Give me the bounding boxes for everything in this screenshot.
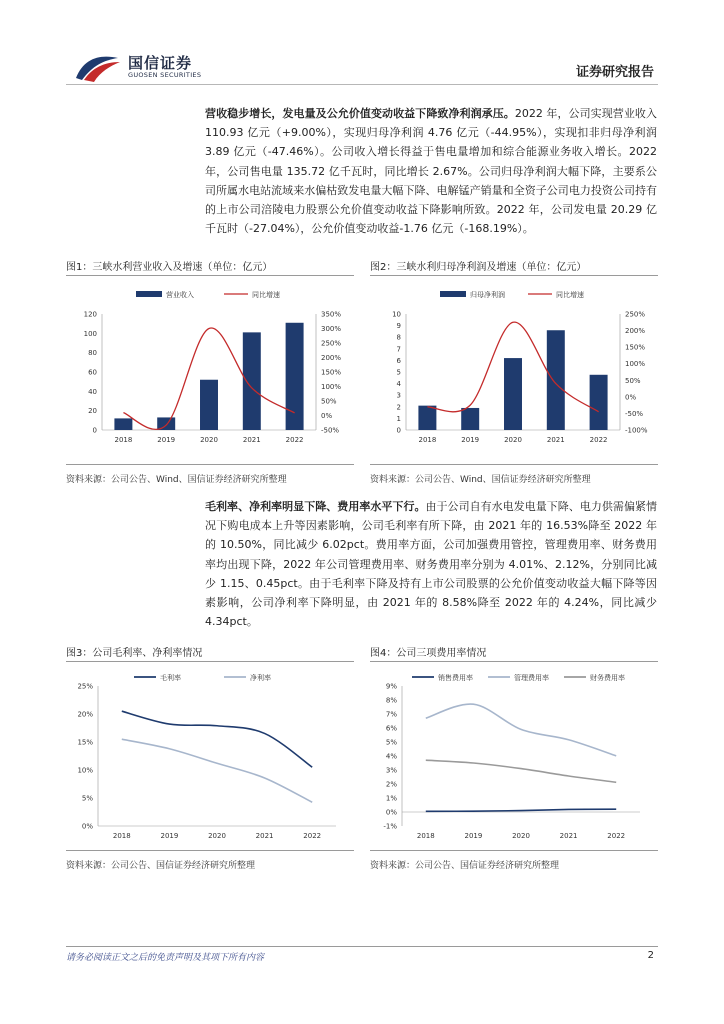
fig1-y-right-tick: -50% (321, 426, 340, 435)
paragraph-lead: 营收稳步增长，发电量及公允价值变动收益下降致净利润承压。 (205, 107, 515, 120)
fig4-y-tick: 3% (385, 766, 397, 775)
fig3-x-tick: 2018 (112, 832, 131, 840)
fig1-x-tick: 2018 (114, 436, 133, 444)
fig4-y-tick: -1% (383, 822, 397, 831)
fig1-x-tick: 2022 (285, 436, 304, 444)
guosen-logo-icon (74, 50, 122, 84)
fig3-top-rule (66, 661, 354, 662)
fig4-y-tick: 5% (385, 738, 397, 747)
fig1-x-tick: 2020 (200, 436, 218, 444)
fig1-y-right-tick: 250% (321, 339, 342, 348)
paragraph-margins (205, 497, 657, 631)
fig3-legend-label: 净利率 (250, 674, 271, 682)
fig1-y-left-tick: 80 (88, 349, 97, 358)
fig1-bar (243, 332, 261, 430)
fig2-y-left-tick: 4 (396, 380, 401, 389)
fig4-legend-label: 销售费用率 (438, 674, 473, 682)
fig4-y-tick: 9% (385, 682, 397, 691)
fig1-bar (157, 417, 175, 430)
fig4-x-tick: 2020 (512, 832, 530, 840)
fig1-bar (114, 418, 132, 430)
report-type-label: 证券研究报告 (575, 65, 654, 80)
fig2-source: 资料来源：公司公告、Wind、国信证券经济研究所整理 (370, 475, 591, 485)
fig2-y-left-tick: 1 (396, 414, 401, 423)
fig1-bar (286, 323, 304, 430)
fig3-series-line (122, 711, 312, 767)
fig1-bottom-rule (66, 464, 354, 465)
fig1-y-right-tick: 350% (321, 310, 342, 319)
fig1-y-right-tick: 0% (321, 412, 333, 420)
fig4-top-rule (370, 661, 658, 662)
fig1-chart (66, 280, 354, 460)
fig4-y-tick: 6% (385, 724, 397, 733)
fig1-source: 资料来源：公司公告、Wind、国信证券经济研究所整理 (66, 475, 287, 485)
fig1-title: 图1：三峡水利营业收入及增速（单位：亿元） (66, 262, 273, 273)
fig1-y-left-tick: 100 (83, 329, 97, 338)
paragraph-body: 由于公司自有水电发电量下降、电力供需偏紧情况下购电成本上升等因素影响，公司毛利率有所下降，由 2021 年的 16.53%降至 2022 年的 10.50%，同比减少 6.02pct。费用率方面，公司加强费用管控，管理费用率、财务费用率均出现下降，2022 年公司管理费用率、财务费用率分别为 4.01%、2.12%，分别同比减少 1.15、0.45pct。由于毛利率下降及持有上市公司股票的公允价值变动收益大幅下降等因素影响，公司净利率下降明显，由 2021 年的 8.58%降至 2022 年的 4.24%，同比减少 4.34pct。 (205, 500, 657, 629)
fig4-x-tick: 2018 (416, 832, 435, 840)
fig1-legend-bar-label: 营业收入 (166, 291, 194, 299)
fig2-chart (370, 280, 658, 460)
fig2-x-tick: 2019 (461, 436, 480, 444)
fig3-bottom-rule (66, 850, 354, 851)
fig3-title: 图3：公司毛利率、净利率情况 (66, 648, 203, 659)
fig2-bar (547, 330, 565, 430)
fig4-x-tick: 2021 (559, 832, 578, 840)
fig2-legend-line-label: 同比增速 (556, 291, 584, 299)
fig4-series-line (426, 760, 616, 782)
fig4-y-tick: 8% (385, 696, 397, 705)
disclaimer-note: 请务必阅读正文之后的免责声明及其项下所有内容 (66, 953, 265, 963)
fig4-y-tick: 4% (385, 752, 397, 761)
guosen-logo (74, 50, 234, 84)
fig2-bottom-rule (370, 464, 658, 465)
fig2-y-right-tick: -100% (625, 426, 648, 435)
fig4-bottom-rule (370, 850, 658, 851)
fig4-y-tick: 2% (385, 780, 397, 789)
fig2-y-right-tick: -50% (625, 409, 644, 418)
fig4-legend-label: 管理费用率 (514, 674, 549, 682)
paragraph-revenue (205, 104, 657, 238)
fig2-x-tick: 2022 (589, 436, 608, 444)
fig3-x-tick: 2021 (255, 832, 274, 840)
fig4-y-tick: 7% (385, 710, 397, 719)
fig3-x-tick: 2022 (303, 832, 322, 840)
fig3-y-tick: 25% (77, 682, 93, 691)
fig3-x-tick: 2019 (160, 832, 179, 840)
logo-chinese-name: 国信证券 (128, 54, 193, 72)
fig1-y-left-tick: 20 (88, 407, 97, 416)
fig1-y-left-tick: 0 (92, 426, 97, 435)
fig2-x-tick: 2021 (546, 436, 565, 444)
page-number: 2 (647, 950, 654, 961)
fig1-y-right-tick: 100% (321, 383, 342, 391)
fig2-bar (504, 358, 522, 430)
fig4-source: 资料来源：公司公告、国信证券经济研究所整理 (370, 861, 560, 871)
fig2-y-left-tick: 7 (396, 345, 401, 354)
fig2-y-right-tick: 250% (625, 310, 646, 319)
fig3-y-tick: 0% (81, 822, 93, 831)
fig1-bar (200, 380, 218, 430)
fig1-y-right-tick: 300% (321, 325, 342, 333)
fig2-bar (590, 375, 608, 430)
fig1-top-rule (66, 275, 354, 276)
fig2-y-right-tick: 200% (625, 327, 646, 336)
fig2-top-rule (370, 275, 658, 276)
fig2-y-left-tick: 0 (396, 426, 401, 435)
fig3-source: 资料来源：公司公告、国信证券经济研究所整理 (66, 861, 256, 871)
fig4-series-line (426, 704, 616, 756)
fig1-svg (66, 280, 354, 460)
page-header (0, 0, 724, 90)
fig1-x-tick: 2021 (242, 436, 261, 444)
fig3-y-tick: 5% (81, 794, 93, 803)
fig2-title: 图2：三峡水利归母净利润及增速（单位：亿元） (370, 262, 587, 273)
fig4-series-line (426, 809, 616, 811)
fig2-x-tick: 2018 (418, 436, 437, 444)
logo-english-name: GUOSEN SECURITIES (128, 71, 202, 79)
fig1-y-right-tick: 200% (321, 354, 342, 362)
fig1-y-left-tick: 120 (83, 310, 97, 319)
fig3-x-tick: 2020 (208, 832, 226, 840)
fig3-y-tick: 15% (77, 738, 93, 747)
footer-divider (66, 946, 658, 947)
fig1-legend-bar-swatch (136, 291, 162, 297)
fig2-y-right-tick: 150% (625, 343, 646, 352)
fig2-y-right-tick: 100% (625, 360, 646, 369)
fig2-y-right-tick: 50% (625, 376, 641, 385)
fig3-y-tick: 20% (77, 710, 93, 719)
fig4-x-tick: 2019 (464, 832, 483, 840)
fig1-y-left-tick: 60 (88, 368, 97, 377)
fig2-x-tick: 2020 (504, 436, 522, 444)
fig2-y-left-tick: 5 (396, 368, 401, 377)
fig2-legend-bar-label: 归母净利润 (470, 291, 505, 299)
fig2-y-right-tick: 0% (625, 393, 637, 402)
fig2-y-left-tick: 2 (396, 403, 401, 412)
fig4-title: 图4：公司三项费用率情况 (370, 648, 487, 659)
fig2-y-left-tick: 9 (396, 322, 401, 331)
fig1-y-left-tick: 40 (88, 387, 97, 396)
paragraph-lead: 毛利率、净利率明显下降、费用率水平下行。 (205, 500, 426, 513)
fig4-y-tick: 0% (385, 808, 397, 817)
fig3-y-tick: 10% (77, 766, 93, 775)
fig1-x-tick: 2019 (157, 436, 176, 444)
fig2-bar (418, 406, 436, 430)
fig2-svg (370, 280, 658, 460)
fig2-legend-bar-swatch (440, 291, 466, 297)
paragraph-body: 2022 年，公司实现营业收入 110.93 亿元（+9.00%），实现归母净利润 4.76 亿元（-44.95%），实现扣非归母净利润 3.89 亿元（-47.46%）。公司收入增长得益于售电量增加和综合能源业务收入增长。2022 年，公司售电量 135.72 亿千瓦时，同比增长 2.67%。公司归母净利润大幅下降，主要系公司所属水电站流域来水偏枯致发电量大幅下降、电解锰产销量和全资子公司电力投资公司持有的上市公司涪陵电力股票公允价值变动收益下降影响所致。2022 年，公司发电量 20.29 亿千瓦时（-27.04%），公允价值变动收益-1.76 亿元（-168.19%）。 (205, 107, 657, 236)
fig3-chart (66, 666, 354, 846)
fig4-y-tick: 1% (385, 794, 397, 803)
fig2-y-left-tick: 6 (396, 356, 401, 365)
fig2-y-left-tick: 10 (392, 310, 401, 319)
fig4-chart (370, 666, 658, 846)
fig4-legend-label: 财务费用率 (590, 674, 625, 682)
fig4-x-tick: 2022 (607, 832, 626, 840)
fig4-svg (370, 666, 658, 846)
fig1-y-right-tick: 150% (321, 368, 342, 377)
fig1-legend-line-label: 同比增速 (252, 291, 280, 299)
fig1-y-right-tick: 50% (321, 397, 337, 406)
fig2-bar (461, 408, 479, 430)
fig3-svg (66, 666, 354, 846)
fig2-y-left-tick: 3 (396, 391, 401, 400)
fig2-y-left-tick: 8 (396, 333, 401, 342)
fig3-legend-label: 毛利率 (160, 674, 181, 682)
header-divider (66, 84, 658, 85)
fig3-series-line (122, 739, 312, 802)
